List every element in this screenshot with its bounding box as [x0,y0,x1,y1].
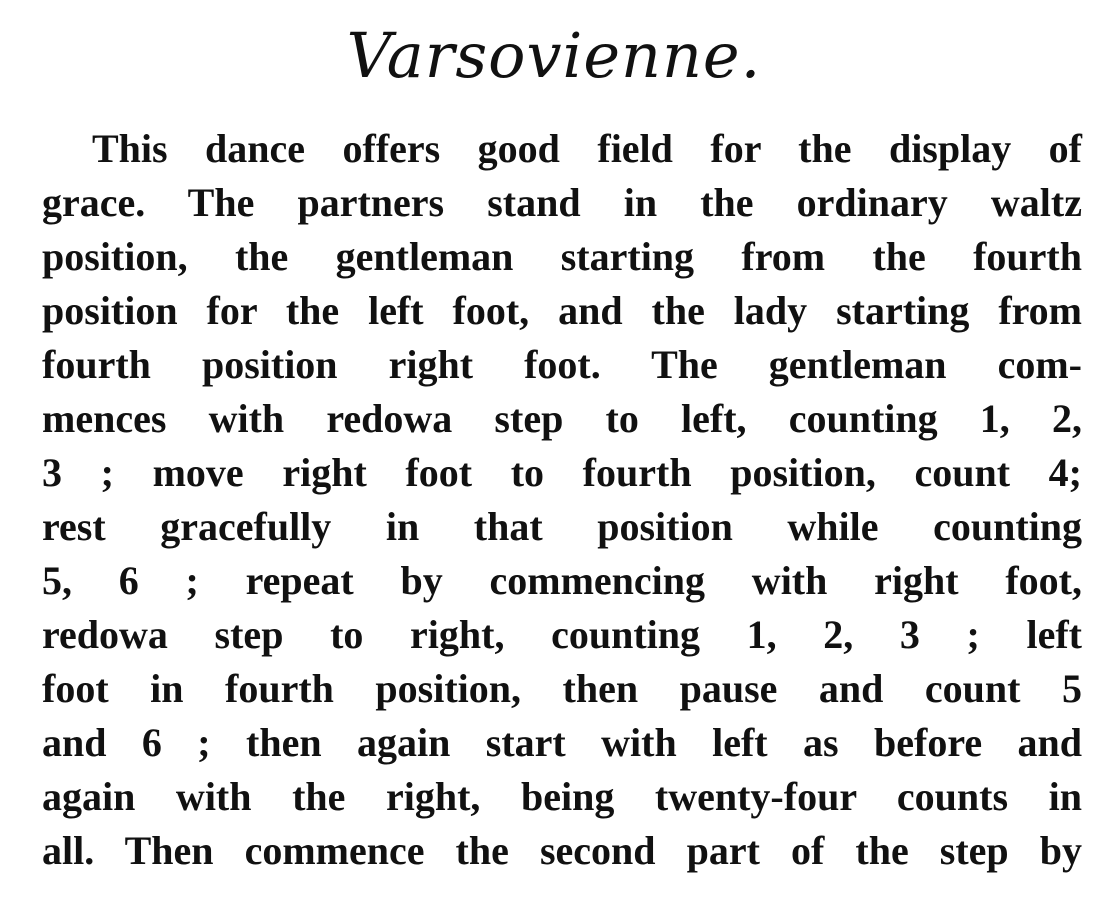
text-line: 3 ; move right foot to fourth position, count 4; [42,450,1082,495]
text-line: and 6 ; then again start with left as before and [42,720,1082,765]
text-line: foot in fourth position, then pause and count 5 [42,666,1082,711]
text-line: 5, 6 ; repeat by commencing with right foot, [42,558,1082,603]
text-line: again with the right, being twenty-four counts in [42,774,1082,819]
text-line: grace. The partners stand in the ordinary waltz [42,180,1082,225]
text-line: rest gracefully in that position while counting [42,504,1082,549]
text-line: This dance offers good field for the display of [92,126,1082,171]
text-line: position for the left foot, and the lady starting from [42,288,1082,333]
text-line: all. Then commence the second part of the step by [42,828,1082,873]
body-paragraph [42,122,1082,878]
text-line: redowa step to right, counting 1, 2, 3 ; left [42,612,1082,657]
text-line: fourth position right foot. The gentleman com- [42,342,1082,387]
text-line: mences with redowa step to left, counting 1, 2, [42,396,1082,441]
page-title: Varsovienne. [346,19,762,92]
text-line: position, the gentleman starting from the fourth [42,234,1082,279]
